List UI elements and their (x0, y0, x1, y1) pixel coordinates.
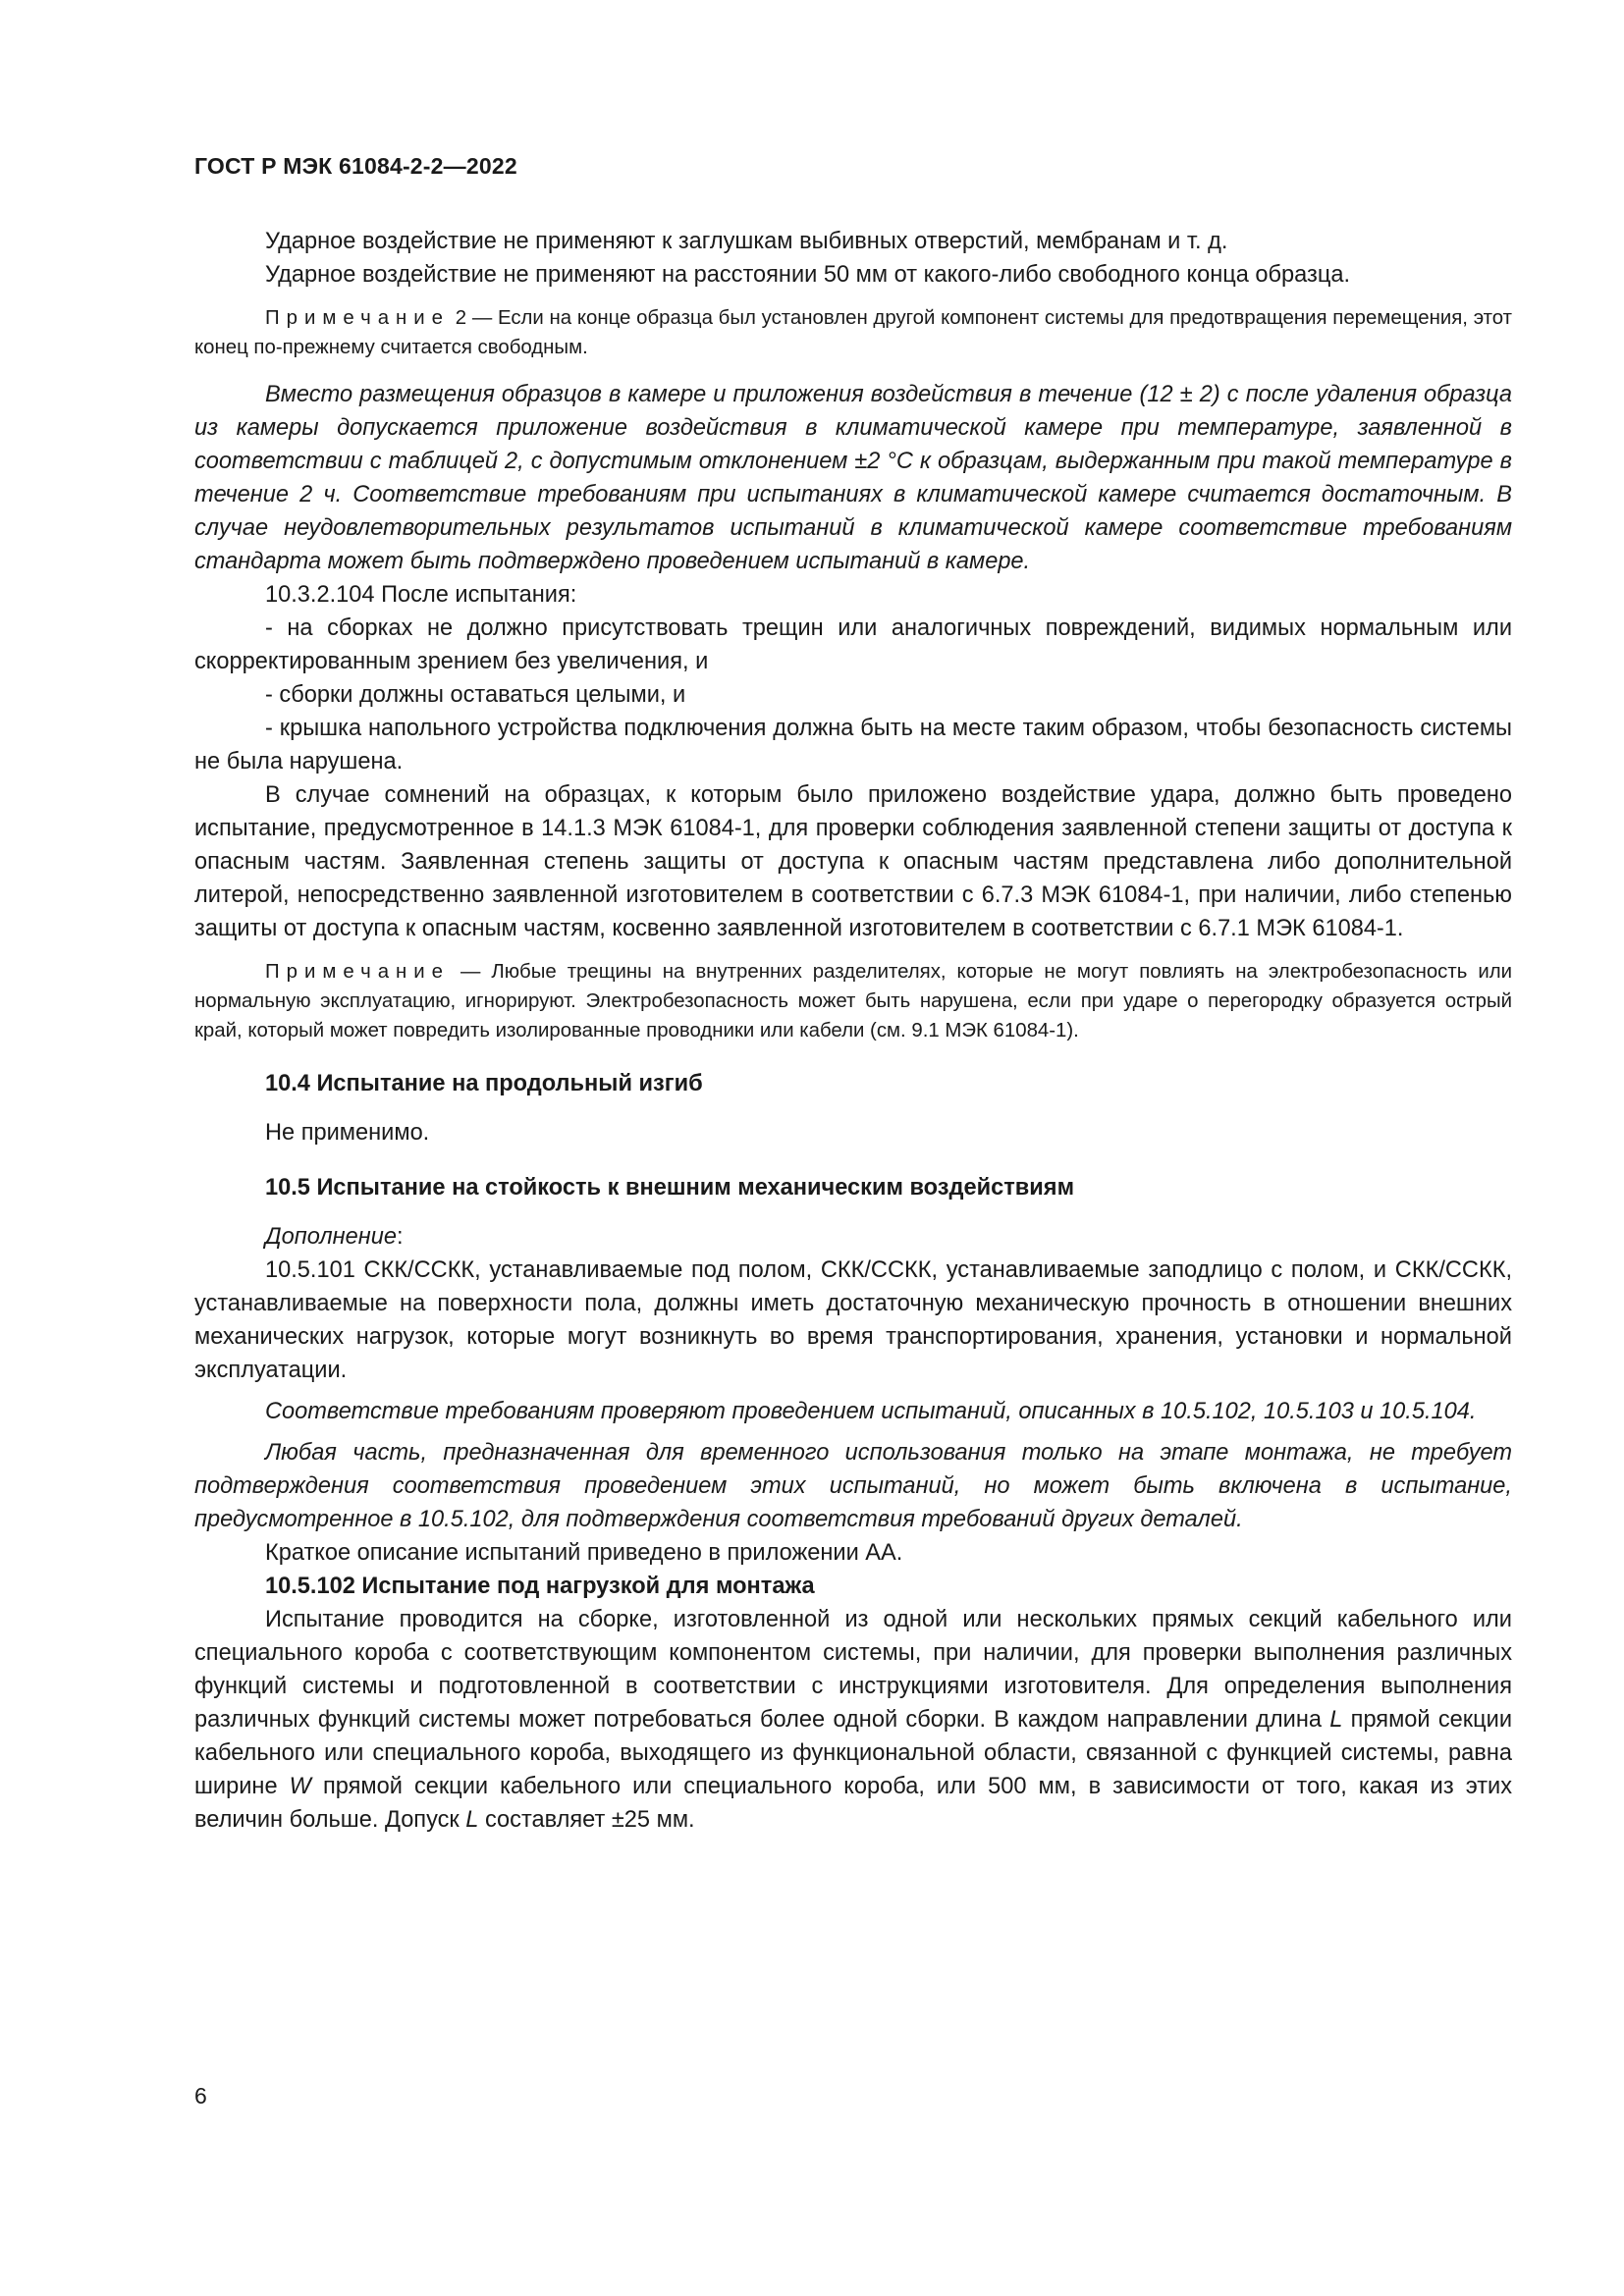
paragraph (194, 1220, 1512, 1254)
note-label: Примечание (265, 307, 451, 329)
text-run: прямой секции кабельного или специального короба, или 500 мм, в зависимости от того, какая из этих величин больше. Допуск (194, 1774, 1512, 1833)
note (194, 957, 1512, 1045)
note-label: Примечание (265, 961, 451, 983)
text-run: Испытание проводится на сборке, изготовленной из одной или нескольких прямых секций кабельного или специального короба с соответствующим компонентом системы, при наличии, для проверки выполнения различных функций системы и подготовленной в соответствии с инструкциями изготовителя. Для определения выполнения различных функций системы может потребоваться более одной сборки. В каждом направлении длина (194, 1607, 1512, 1733)
paragraph: В случае сомнений на образцах, к которым было приложено воздействие удара, должно быть проведено испытание, предусмотренное в 14.1.3 МЭК 61084-1, для проверки соблюдения заявленной степени защиты от доступа к опасным частям. Заявленная степень защиты от доступа к опасным частям представлена либо дополнительной литерой, непосредственно заявленной изготовителем в соответствии с 6.7.3 МЭК 61084-1, при наличии, либо степенью защиты от доступа к опасным частям, косвенно заявленной изготовителем в соответствии с 6.7.1 МЭК 61084-1. (194, 782, 1512, 941)
note-text: — Любые трещины на внутренних разделителях, которые не могут повлиять на электробезопасность или нормальную эксплуатацию, игнорируют. Электробезопасность может быть нарушена, если при ударе о перегородку образуется острый край, который может повредить изолированные проводники или кабели (см. 9.1 МЭК 61084-1). (194, 961, 1512, 1041)
text-run: прямой секции кабельного или специального короба, выходящего из функциональной области, связанной с функцией системы, равна ширине (194, 1707, 1512, 1799)
paragraph: Ударное воздействие не применяют на расстоянии 50 мм от какого-либо свободного конца образца. (265, 262, 1351, 288)
section-heading: 10.4 Испытание на продольный изгиб (265, 1071, 703, 1096)
note-text: — Если на конце образца был установлен другой компонент системы для предотвращения перемещения, этот конец по-прежнему считается свободным. (194, 307, 1512, 358)
section-heading: 10.5 Испытание на стойкость к внешним механическим воздействиям (265, 1175, 1075, 1201)
paragraph (194, 1603, 1512, 1837)
note-number: 2 (450, 307, 467, 329)
subsection-heading: 10.5.102 Испытание под нагрузкой для монтажа (265, 1574, 815, 1599)
paragraph-italic: Соответствие требованиям проверяют проведением испытаний, описанных в 10.5.102, 10.5.103 и 10.5.104. (265, 1399, 1477, 1424)
list-item: - крышка напольного устройства подключения должна быть на месте таким образом, чтобы безопасность системы не была нарушена. (194, 716, 1512, 774)
standard-header: ГОСТ Р МЭК 61084-2-2—2022 (194, 153, 517, 179)
paragraph: Краткое описание испытаний приведено в приложении АА. (265, 1540, 903, 1566)
paragraph-italic: Вместо размещения образцов в камере и приложения воздействия в течение (12 ± 2) с после удаления образца из камеры допускается приложение воздействия в климатической камере при температуре, заявленной в соответствии с таблицей 2, с допустимым отклонением ±2 °С к образцам, выдержанным при такой температуре в течение 2 ч. Соответствие требованиям при испытаниях в климатической камере считается достаточным. В случае неудовлетворительных результатов испытаний в климатической камере соответствие требованиям стандарта может быть подтверждено проведением испытаний в камере. (194, 382, 1512, 574)
note (194, 303, 1512, 362)
page-content (194, 225, 1512, 1837)
paragraph-italic: Любая часть, предназначенная для временного использования только на этапе монтажа, не требует подтверждения соответствия проведением этих испытаний, но может быть включена в испытание, предусмотренное в 10.5.102, для подтверждения соответствия требований других деталей. (194, 1440, 1512, 1532)
list-item: - на сборках не должно присутствовать трещин или аналогичных повреждений, видимых нормальным или скорректированным зрением без увеличения, и (194, 615, 1512, 674)
list-item: - сборки должны оставаться целыми, и (265, 682, 686, 708)
symbol-L: L (465, 1807, 479, 1833)
addition-colon: : (396, 1224, 404, 1250)
paragraph: Не применимо. (265, 1120, 430, 1146)
addition-label: Дополнение (265, 1224, 397, 1250)
text-run: составляет ±25 мм. (478, 1807, 695, 1833)
clause-paragraph: 10.5.101 СКК/ССКК, устанавливаемые под полом, СКК/ССКК, устанавливаемые заподлицо с полом, и СКК/ССКК, устанавливаемые на поверхности пола, должны иметь достаточную механическую прочность в отношении внешних механических нагрузок, которые могут возникнуть во время транспортирования, хранения, установки и нормальной эксплуатации. (194, 1257, 1512, 1383)
paragraph: Ударное воздействие не применяют к заглушкам выбивных отверстий, мембранам и т. д. (265, 229, 1228, 254)
symbol-L: L (1329, 1707, 1343, 1733)
symbol-W: W (289, 1774, 311, 1799)
page-number: 6 (194, 2083, 207, 2109)
clause-paragraph: 10.3.2.104 После испытания: (265, 582, 577, 608)
